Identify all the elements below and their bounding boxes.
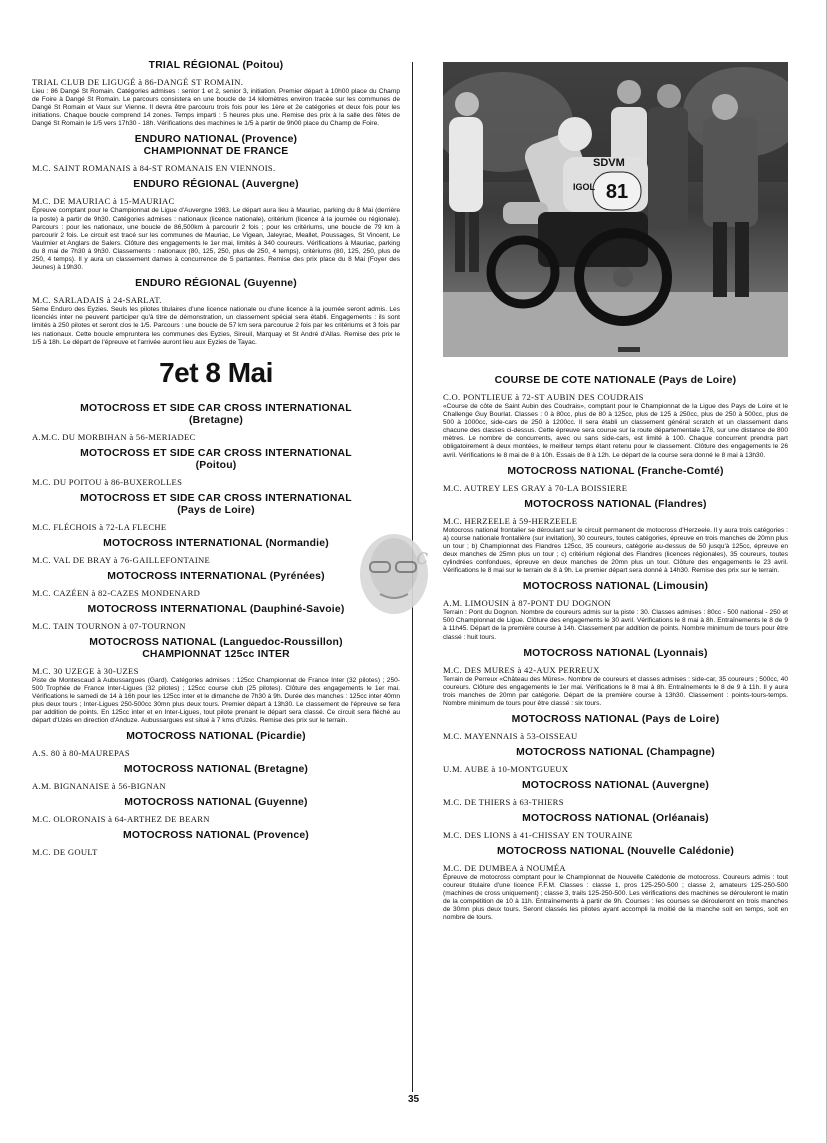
event-section xyxy=(443,499,788,576)
event-section xyxy=(443,714,788,741)
event-title: MOTOCROSS NATIONAL (Orléanais) xyxy=(522,812,709,824)
event-section xyxy=(32,60,400,128)
event-section xyxy=(32,448,400,487)
event-details: Piste de Montescaud à Aubussargues (Gard). Catégories admises : 125cc Championnat de France Inter (32 pilotes) ; 250-500 Trophée de France Inter-Ligues (32 pilotes) ; 125cc course club (25 pilotes). Clôture des engagements le 1er mai. Vérifications le samedi de 14 à 16h pour les 125cc inter et le dimanche de 7h30 à 9h. Durée des manches : 125cc inter 40mn plus deux tours ; Inter-Ligues 250-500cc 30mn plus deux tours. Premier départ à 13h30. Le classement de l'épreuve se fera par addition de points. En 125cc inter et en Inter-Ligues, tout pilote prenant le départ sera classé. Ce circuit sera fléché au départ d'Uzès en direction d'Anduze. Aubussargues est situé à 7 kms d'Uzès. Remise des prix sur le terrain. xyxy=(32,676,400,725)
race-number: 81 xyxy=(605,181,629,203)
event-section xyxy=(32,604,400,631)
event-section xyxy=(443,648,788,708)
event-details: Épreuve de motocross comptant pour le Championnat de Nouvelle Calédonie de motocross. Coureurs admis : tout coureur titulaire d'une licence F.F.M. Classes : classe 1, pros 125-250-500 ; classe 2, amateurs 125-250-500 (machines de cross uniquement) ; classe 3, trails 125-250-500. Les vérifications des machines se dérouleront le matin de la compétition de 10 à 11h. Entraînements à partir de 9h. Courses : les courses se dérouleront en trois manches de 30mn plus deux tours. Seront classés les pilotes ayant accompli la moitié de la manche soit en temps, soit en nombre de tours. xyxy=(443,873,788,922)
club-name: M.C. DE THIERS à 63-THIERS xyxy=(443,796,564,807)
event-section xyxy=(443,846,788,923)
club-name: M.C. MAYENNAIS à 53-OISSEAU xyxy=(443,730,578,741)
club-name: A.S. 80 à 80-MAUREPAS xyxy=(32,748,130,759)
event-section xyxy=(32,403,400,442)
event-details: Terrain : Pont du Dognon. Nombre de coureurs admis sur la piste : 30. Classes admises : 80cc - 500 national - 250 et 500 Championnat de Ligue. Clôture des engagements le 30 avril. Vérifications le 8 mai à 8h. Entraînements le 8 de 9 à 11h45. Départ de la première course à 14h. Classement par addition de points. Nombre minimum de tours pour être classé : huit tours. xyxy=(443,609,788,641)
event-details: Motocross national frontalier se déroulant sur le circuit permanent de motocross d'Herzeele. Il y aura trois catégories : a) course nationale frontalière (sur invitation), 30 coureurs, toutes catégories, épreuve en trois manches de 20mn plus un tour ; b) Championnat des Flandres 125cc, 35 coureurs, catégorie au-dessus de 50 jusqu'à 125cc, épreuve en deux manches de 25mn plus un tour ; c) critérium régional des Flandres (licences régionales), 35 coureurs, toutes cylindrées confondues, épreuve en deux manches de 20mn plus un tour. Clôture des engagements le 23 avril. Vérifications le 8 mai sur le terrain de 8 à 9h. Le premier départ sera donné à 14h30. Remise des prix sur le terrain. xyxy=(443,526,788,575)
event-details: Lieu : 86 Dangé St Romain. Catégories admises : senior 1 et 2, senior 3, initiation. Premier départ à 10h00 place du Champ de Foire à Dangé St Romain. Le parcours consistera en une boucle de 14 kilomètres environ tracée sur les communes de Dangé St Romain et Vaux sur Vienne. Il devra être parcouru trois fois pour les 1ère et 2e catégories et deux fois pour les initiations. Chaque boucle comprend 14 zones. Temps imparti : 5 heures plus une. Remise des prix à la salle des fêtes de Dangé St Romain le 1/5 vers 17h30 - 18h. Vérifications des machines le 1/5 à partir de 9h00 place du Champ de Foire. xyxy=(32,88,400,128)
club-name: M.C. VAL DE BRAY à 76-GAILLEFONTAINE xyxy=(32,554,211,565)
event-details: Terrain de Perreux «Château des Mûres». Nombre de coureurs et classes admises : side-car, 35 coureurs ; 500cc, 40 coureurs. Clôture des engagements le 1er mai. Vérifications le 8 mai à 8h. Entraînements le 8 de 9 à 11h. Il y aura trois manches de 20mn par catégorie. Départ de la première course à 13h30. Classement : points-tours-temps. Nombre minimum de tours pour être classé : six tours. xyxy=(443,675,788,707)
club-name: M.C. DE GOULT xyxy=(32,847,98,858)
club-name: M.C. HERZEELE à 59-HERZEELE xyxy=(443,515,578,526)
event-title: MOTOCROSS NATIONAL (Limousin) xyxy=(522,581,709,593)
club-name: A.M.C. DU MORBIHAN à 56-MERIADEC xyxy=(32,431,196,442)
event-details: «Course de côte de Saint Aubin des Coudrais», comptant pour le Championnat de la Ligue des Pays de Loire et le Challenge Guy Bourlat. Classes : 0 à 80cc, plus de 80 à 125cc, plus de 125 à 250cc, plus de 250 à 500cc, plus de 500 à 1000cc, side-cars de 250 à 1200cc. Il sera établi un classement général scratch et un classement dans chacune des classes ci-dessus. Cette épreuve sera courue sur la route départementale 178, sur une distance de 800 mètres. Le nombre de concurrents, avec ou sans side-cars, est limité à 100. Chaque concurrent prendra part obligatoirement à deux montées, le meilleur temps étant retenu pour le classement. Clôture des engagements le 26 avril. Vérifications le 8 mai de 8 à 10h. Essais de 8 à 12h. Le départ de la course sera donné le 8 mai à 13h30. xyxy=(443,403,788,459)
club-name: M.C. DES MURES à 42-AUX PERREUX xyxy=(443,664,600,675)
event-title: MOTOCROSS ET SIDE CAR CROSS INTERNATIONAL xyxy=(80,402,352,414)
club-name: M.C. AUTREY LES GRAY à 70-LA BOISSIERE xyxy=(443,482,628,493)
event-section xyxy=(32,731,400,758)
event-section xyxy=(443,813,788,840)
event-subtitle: (Bretagne) xyxy=(189,414,243,426)
event-section xyxy=(443,375,788,460)
event-section xyxy=(32,830,400,857)
club-name: M.C. TAIN TOURNON à 07-TOURNON xyxy=(32,620,186,631)
event-title: ENDURO NATIONAL (Provence) xyxy=(134,134,298,146)
event-section xyxy=(32,538,400,565)
page-number: 35 xyxy=(407,1094,420,1105)
event-section xyxy=(443,581,788,641)
event-title: MOTOCROSS INTERNATIONAL (Dauphiné-Savoie) xyxy=(87,603,345,615)
event-title: MOTOCROSS NATIONAL (Franche-Comté) xyxy=(507,465,724,477)
club-name: M.C. DES LIONS à 41-CHISSAY EN TOURAINE xyxy=(443,829,633,840)
svg-text:c: c xyxy=(416,545,429,570)
motorcycle-photo xyxy=(443,62,788,357)
event-title: MOTOCROSS ET SIDE CAR CROSS INTERNATIONAL xyxy=(80,447,352,459)
event-section xyxy=(32,764,400,791)
club-name: C.O. PONTLIEUE à 72-ST AUBIN DES COUDRAIS xyxy=(443,392,644,402)
event-title: MOTOCROSS NATIONAL (Provence) xyxy=(123,830,309,842)
event-title: MOTOCROSS NATIONAL (Champagne) xyxy=(516,746,715,758)
event-title: MOTOCROSS NATIONAL (Auvergne) xyxy=(521,779,710,791)
event-title: MOTOCROSS NATIONAL (Lyonnais) xyxy=(523,647,708,659)
event-title: MOTOCROSS INTERNATIONAL (Pyrénées) xyxy=(107,570,325,582)
event-title: MOTOCROSS NATIONAL (Pays de Loire) xyxy=(511,713,720,725)
event-section xyxy=(443,780,788,807)
club-name: M.C. DU POITOU à 86-BUXEROLLES xyxy=(32,476,183,487)
event-title: MOTOCROSS NATIONAL (Picardie) xyxy=(126,731,306,743)
event-section xyxy=(32,134,400,173)
event-title: MOTOCROSS NATIONAL (Nouvelle Calédonie) xyxy=(497,845,734,857)
date-heading: 7et 8 Mai xyxy=(159,356,273,388)
club-name: M.C. DE DUMBEA à NOUMÉA xyxy=(443,862,566,873)
event-details: Épreuve comptant pour le Championnat de Ligue d'Auvergne 1983. Le départ aura lieu à Mauriac, parking du 8 Mai (derrière la poste) à partir de 9h30. Catégories admises : nationaux (licence nationale), critérium (licence à la journée ou régionale). Parcours : pour les nationaux, une boucle de 86,500km à parcourir 2 fois ; pour les critériums, une boucle de 79 km à parcourir 2 fois. Le circuit est tracé sur les communes de Mauriac, Le Vigean, Jaleyrac, Meallet, Poussages, St Vincent, Le Vaulmier et Anglars de Salers. Clôture des engagements le 1er mai, limités à 340 coureurs. Vérifications à Mauriac, parking du 8 mai de 7h30 à 9h30. Classements : nationaux (80, 125, 250, plus de 250, 4 temps), critériums (80, 125, 250, plus de 250, 4 temps). Il y aura un classement dames à concurrence de 5 partantes. Remise des prix place du 8 Mai (Foyer des Jeunes) à 19h30. xyxy=(32,207,400,272)
event-title: MOTOCROSS NATIONAL (Flandres) xyxy=(524,498,707,510)
left-column xyxy=(32,60,400,863)
event-title: TRIAL RÉGIONAL (Poitou) xyxy=(148,60,284,71)
event-subtitle: (Poitou) xyxy=(195,459,237,471)
event-title: ENDURO RÉGIONAL (Auvergne) xyxy=(133,179,299,191)
event-title: MOTOCROSS NATIONAL (Guyenne) xyxy=(124,797,308,809)
event-section xyxy=(32,278,400,346)
event-section xyxy=(32,179,400,272)
event-section xyxy=(443,747,788,774)
right-column xyxy=(443,375,788,929)
bike-brand: IGOL xyxy=(573,182,595,192)
club-name: M.C. FLÉCHOIS à 72-LA FLECHE xyxy=(32,521,167,532)
club-name: M.C. DE MAURIAC à 15-MAURIAC xyxy=(32,196,175,207)
club-name: TRIAL CLUB DE LIGUGÉ à 86-DANGÉ ST ROMAIN. xyxy=(32,77,244,87)
event-section xyxy=(32,637,400,726)
club-name: M.C. SAINT ROMANAIS à 84-ST ROMANAIS EN VIENNOIS. xyxy=(32,163,276,174)
event-title: MOTOCROSS NATIONAL (Bretagne) xyxy=(123,764,309,776)
event-details: 5ème Enduro des Eyzies. Seuls les pilotes titulaires d'une licence nationale ou d'une licence à la journée seront admis. Les licenciés inter ne peuvent participer qu'à titre de démonstration, un classement spécial sera établi. Engagements : ils sont limités à 250 pilotes et seront clos le 1/5. Parcours : une boucle de 57 km sera parcourue 2 fois par les critériums et 3 fois par les nationaux. Cette boucle empruntera les communes des Eyzies, Sireuil, Marquay et St André d'Allas. Remise des prix le 1/5 à 18h. Le départ de l'épreuve et l'arrivée auront lieu aux Eyzies de Tayac. xyxy=(32,306,400,346)
club-name: M.C. OLORONAIS à 64-ARTHEZ DE BEARN xyxy=(32,814,210,825)
event-title: MOTOCROSS ET SIDE CAR CROSS INTERNATIONAL xyxy=(80,492,352,504)
event-section xyxy=(32,797,400,824)
club-name: M.C. CAZÉEN à 82-CAZES MONDENARD xyxy=(32,587,201,598)
event-subtitle: CHAMPIONNAT DE FRANCE xyxy=(143,146,289,158)
event-subtitle: (Pays de Loire) xyxy=(177,504,255,516)
club-name: A.M. LIMOUSIN à 87-PONT DU DOGNON xyxy=(443,598,612,609)
event-section xyxy=(443,466,788,493)
event-title: MOTOCROSS INTERNATIONAL (Normandie) xyxy=(103,537,329,549)
club-name: M.C. SARLADAIS à 24-SARLAT. xyxy=(32,295,162,306)
event-section xyxy=(32,571,400,598)
club-name: A.M. BIGNANAISE à 56-BIGNAN xyxy=(32,781,166,792)
event-title: MOTOCROSS NATIONAL (Languedoc-Roussillon) xyxy=(89,636,343,648)
bike-sponsor: SDVM xyxy=(593,157,625,169)
event-section xyxy=(32,493,400,532)
event-title: COURSE DE COTE NATIONALE (Pays de Loire) xyxy=(494,375,737,386)
event-title: ENDURO RÉGIONAL (Guyenne) xyxy=(135,278,297,290)
club-name: M.C. 30 UZEGE à 30-UZES xyxy=(32,665,139,676)
event-subtitle: CHAMPIONNAT 125cc INTER xyxy=(142,648,290,660)
club-name: U.M. AUBE à 10-MONTGUEUX xyxy=(443,763,569,774)
